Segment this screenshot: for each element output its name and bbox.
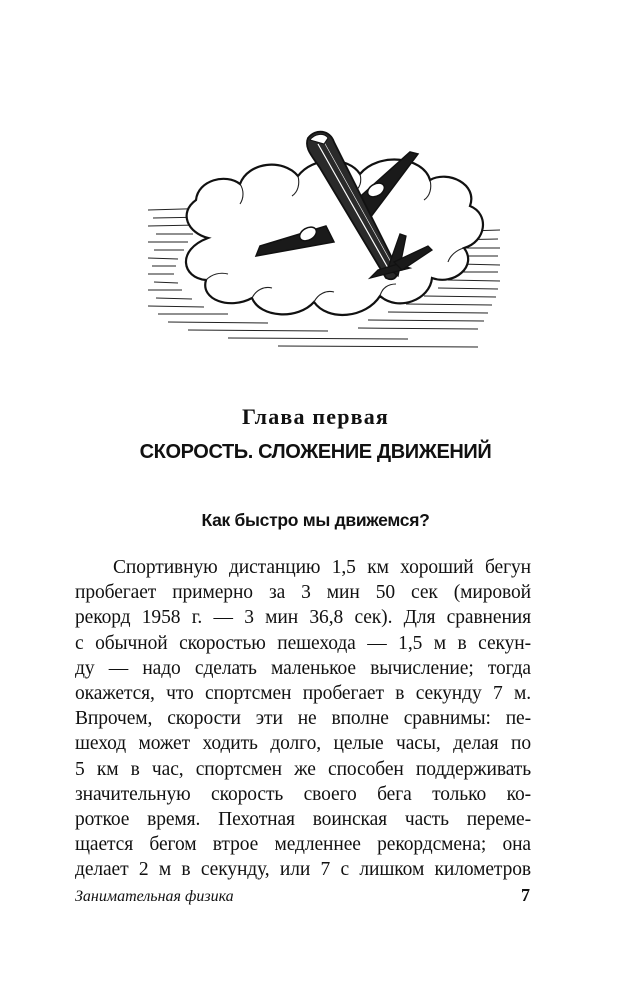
text-line: роткое время. Пехотная воинская часть переме-	[75, 808, 531, 830]
text-line: ду — надо сделать маленькое вычисление; тогда	[75, 657, 531, 679]
section-title: Как быстро мы движемся?	[201, 510, 430, 530]
text-line: щается бегом втрое медленнее рекордсмена; она	[75, 834, 531, 856]
text-line: рекорд 1958 г. — 3 мин 36,8 сек). Для сравнения	[75, 607, 531, 629]
page-number: 7	[521, 885, 530, 905]
text-line: окажется, что спортсмен пробегает в секунду 7 м.	[75, 682, 531, 704]
text-line: делает 2 м в секунду, или 7 с лишком километров	[75, 859, 531, 881]
text-line: Спортивную дистанцию 1,5 км хороший бегун	[113, 557, 531, 578]
text-line: значительную скорость своего бега только ко-	[75, 783, 531, 805]
text-line: шеход может ходить долго, целые часы, делая по	[75, 733, 531, 755]
chapter-title: СКОРОСТЬ. СЛОЖЕНИЕ ДВИЖЕНИЙ	[139, 441, 492, 463]
airplane-in-clouds-illustration	[148, 118, 500, 356]
text-line: с обычной скоростью пешехода — 1,5 м в секун-	[75, 632, 531, 654]
text-line: Впрочем, скорости эти не вполне сравнимы: пе-	[75, 708, 531, 730]
chapter-label: Глава первая	[241, 404, 390, 429]
footer-book-title: Занимательная физика	[75, 888, 234, 905]
body-paragraph	[75, 555, 531, 882]
text-line: 5 км в час, спортсмен же способен поддерживать	[75, 758, 531, 780]
text-line: пробегает примерно за 3 мин 50 сек (мировой	[75, 582, 531, 604]
